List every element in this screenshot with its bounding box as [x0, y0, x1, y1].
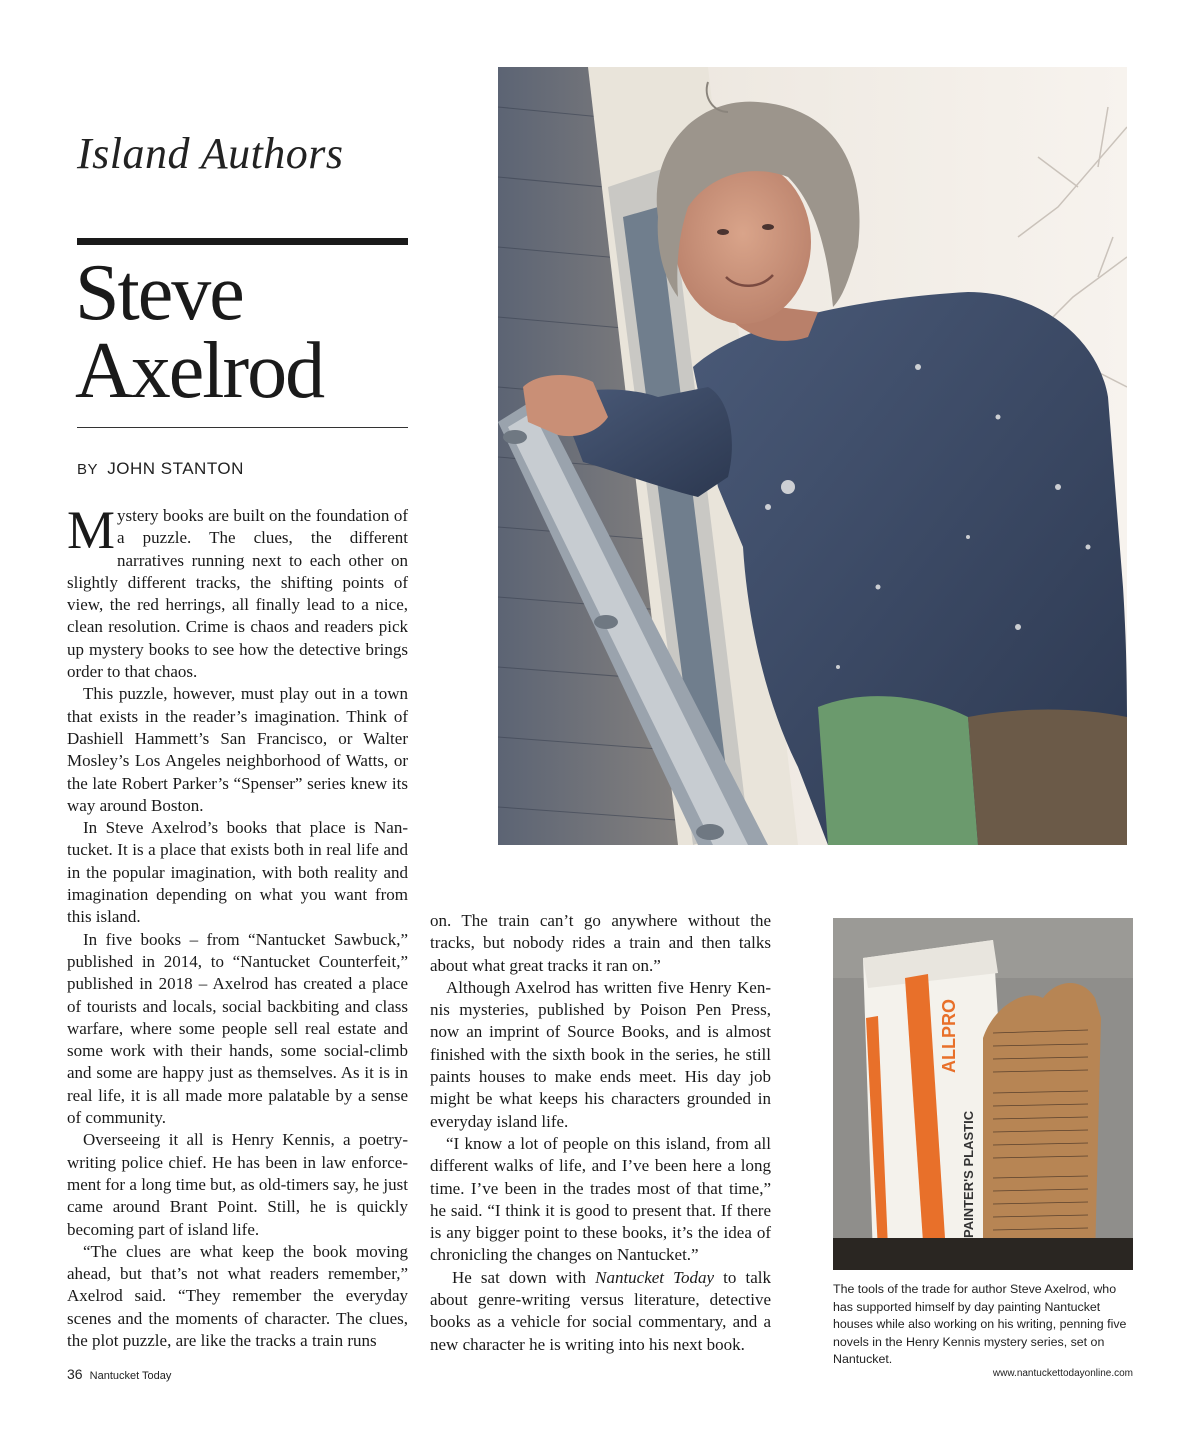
byline — [77, 459, 244, 479]
notes-and-box-photo — [833, 918, 1133, 1270]
publication-name-footer: Nantucket Today — [89, 1370, 172, 1382]
headline-bottom-rule — [77, 427, 408, 428]
footer-url: www.nantuckettodayonline.com — [992, 1368, 1133, 1379]
article-paragraph — [67, 500, 408, 683]
article-column-left — [67, 500, 408, 1352]
byline-prefix: BY — [77, 461, 99, 478]
article-paragraph: “The clues are what keep the book moving ahead, but that’s not what readers remember,” Axelrod said. “They remember the everyday scenes and the moments of character. The clues, the plot puzzle, are like the tracks a train runs — [67, 1241, 408, 1350]
page-folio — [67, 1366, 171, 1382]
article-paragraph: In Steve Axelrod’s books that place is Nantucket. It is a place that exists both in real life and in the popular imagination, with both reality and imagination depending on what you want from this island. — [67, 818, 408, 927]
article-paragraph: “I know a lot of people on this island, from all different walks of life, and I’ve been here a long time. I’ve been in the trades most of that time,” he said. “I think it is good to present that. If there is any bigger point to these books, it’s the idea of chronicling the changes on Nantucket.” — [430, 1133, 771, 1265]
box-product-text: PAINTER'S PLASTIC — [961, 1110, 976, 1238]
article-column-middle — [430, 910, 771, 1356]
publication-name: Nantucket Today — [595, 1267, 715, 1287]
headline-line-1: Steve — [75, 249, 243, 337]
article-paragraph — [430, 1267, 771, 1356]
section-label: Island Authors — [77, 129, 344, 178]
photo-caption: The tools of the trade for author Steve Axelrod, who has supported himself by day painting Nantucket houses while also working on his writing, penning five novels in the Henry Kennis mystery series, set on Nantucket. — [833, 1282, 1127, 1366]
headline — [75, 249, 415, 415]
paragraph-text: ystery books are built on the foundation of a puzzle. The clues, the different narratives running next to each other on slightly different tracks, the shifting points of view, the red herrings, all finally lead to a nice, clean resolution. Crime is chaos and readers pick up mystery books to see how the detective brings order to that chaos. — [67, 506, 408, 682]
drop-cap: M — [67, 500, 116, 560]
paragraph-text: to talk about genre-writing versus literature, detective books as a vehicle for social commentary, and a new character he is writing into his next book. — [430, 1267, 771, 1354]
headline-top-rule — [77, 238, 408, 245]
author-portrait-photo — [498, 67, 1127, 845]
article-paragraph: on. The train can’t go anywhere without the tracks, but nobody rides a train and then talks about what great tracks it ran on.” — [430, 911, 771, 975]
headline-line-2: Axelrod — [75, 327, 324, 415]
article-paragraph: This puzzle, however, must play out in a town that exists in the reader’s imagination. Think of Dashiell Hammett’s San Francisco, or Walter Mosley’s Los Angeles neighborhood of Watts, or the late Robert Parker’s “Spenser” series knew its way around Boston. — [67, 684, 408, 815]
article-paragraph: Overseeing it all is Henry Kennis, a poetry-writing police chief. He has been in law enforcement for a long time but, as old-timers say, he just came around Brant Point. Still, he is quickly becoming part of island life. — [67, 1130, 408, 1239]
page-number: 36 — [67, 1366, 83, 1382]
box-brand-text: ALLPRO — [939, 999, 959, 1073]
byline-author: JOHN STANTON — [107, 459, 244, 478]
paragraph-text: He sat down with — [452, 1267, 596, 1287]
article-paragraph: Although Axelrod has written five Henry Kennis mysteries, published by Poison Pen Press, now an imprint of Source Books, and is almost finished with the sixth book in the series, he still paints houses to make ends meet. His day job might be what keeps his characters grounded in everyday island life. — [430, 977, 771, 1131]
article-paragraph: In five books – from “Nantucket Sawbuck,” published in 2014, to “Nantucket Counterfeit,” published in 2018 – Axelrod has created a place of tourists and locals, social backbiting and class warfare, where some people sell real estate and some work with their hands, some social-climb and some are happy just as themselves. As it is in real life, it is all made more palatable by a sense of community. — [67, 929, 408, 1128]
